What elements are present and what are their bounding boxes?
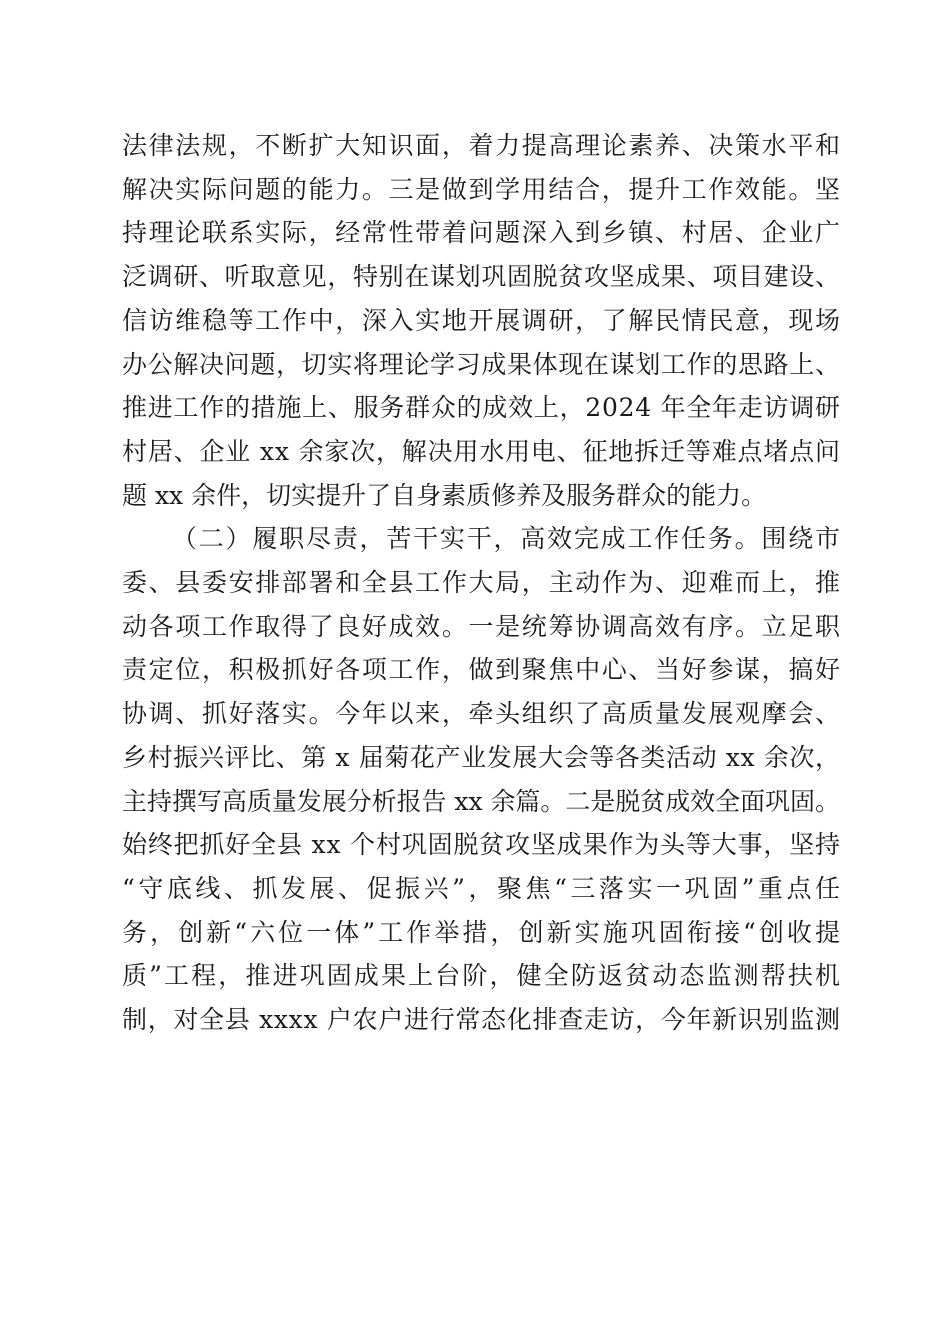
text-line: 主持撰写高质量发展分析报告 xx 余篇。二是脱贫成效全面巩固。 [122, 787, 840, 816]
text-line: 办公解决问题，切实将理论学习成果体现在谋划工作的思路上、 [122, 350, 841, 379]
text-line: 村居、企业 xx 余家次，解决用水用电、征地拆迁等难点堵点问 [122, 437, 841, 466]
text-line: 解决实际问题的能力。三是做到学用结合，提升工作效能。坚 [122, 175, 842, 204]
text-line: 务，创新“六位一体”工作举措，创新实施巩固衔接“创收提 [122, 918, 844, 947]
text-line: 乡村振兴评比、第 x 届菊花产业发展大会等各类活动 xx 余次， [122, 743, 841, 772]
text-line: “守底线、抓发展、促振兴”，聚焦“三落实一巩固”重点任 [122, 874, 844, 903]
text-line: 泛调研、听取意见，特别在谋划巩固脱贫攻坚成果、项目建设、 [122, 262, 841, 291]
text-line: 推进工作的措施上、服务群众的成效上，2024 年全年走访调研 [122, 393, 841, 422]
text-line: 题 xx 余件，切实提升了自身素质修养及服务群众的能力。 [122, 481, 767, 510]
text-line: 委、县委安排部署和全县工作大局，主动作为、迎难而上，推 [122, 568, 842, 597]
text-line: 协调、抓好落实。今年以来，牵头组织了高质量发展观摩会、 [122, 699, 842, 728]
section-heading-line: （二）履职尽责，苦干实干，高效完成工作任务。围绕市 [172, 524, 842, 553]
text-line: 始终把抓好全县 xx 个村巩固脱贫攻坚成果作为头等大事，坚持 [122, 830, 841, 859]
text-line: 信访维稳等工作中，深入实地开展调研，了解民情民意，现场 [122, 306, 842, 335]
text-line: 持理论联系实际，经常性带着问题深入到乡镇、村居、企业广 [122, 218, 842, 247]
text-line: 法律法规，不断扩大知识面，着力提高理论素养、决策水平和 [122, 131, 842, 160]
text-line: 质”工程，推进巩固成果上台阶，健全防返贫动态监测帮扶机 [122, 961, 843, 990]
text-line: 责定位，积极抓好各项工作，做到聚焦中心、当好参谋，搞好 [122, 655, 842, 684]
text-line: 动各项工作取得了良好成效。一是统筹协调高效有序。立足职 [122, 612, 842, 641]
text-line: 制，对全县 xxxx 户农户进行常态化排查走访，今年新识别监测 [122, 1005, 841, 1034]
